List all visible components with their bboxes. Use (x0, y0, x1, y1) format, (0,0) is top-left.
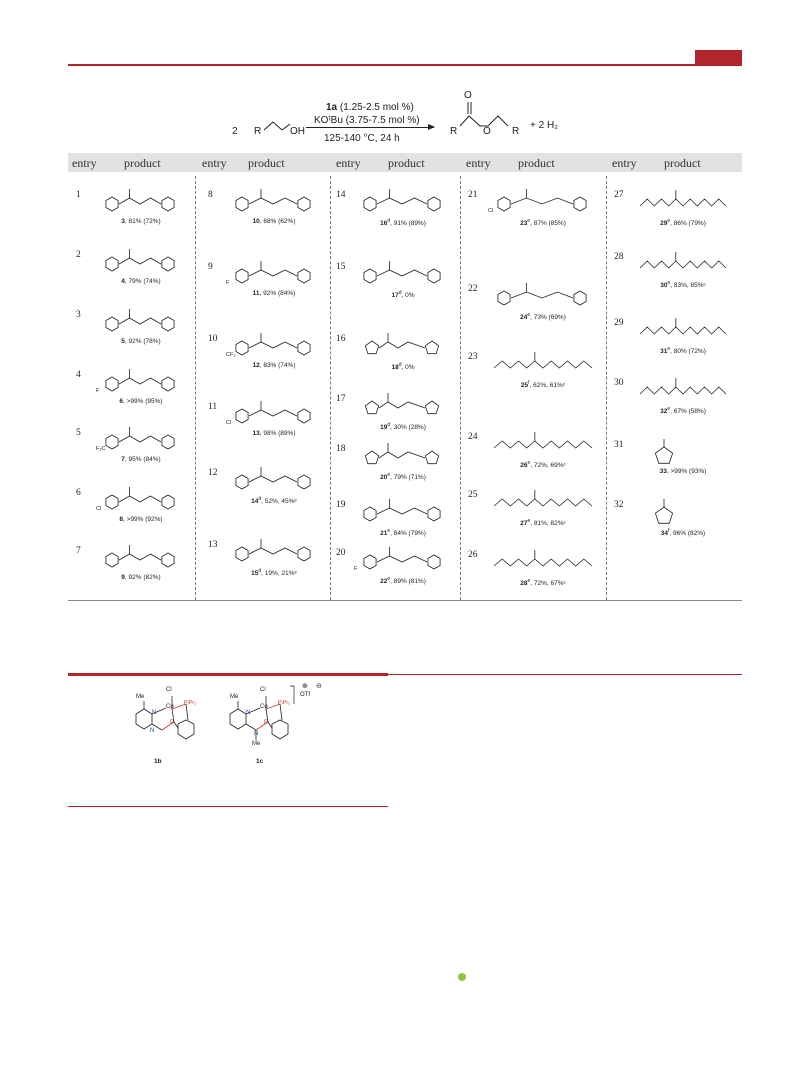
entry-yield-caption (96, 516, 186, 523)
entry-number: 25 (468, 490, 478, 500)
entry-number: 12 (208, 468, 218, 478)
entry-yield-caption (226, 496, 322, 505)
entry-yield-caption (96, 338, 186, 345)
product-skeleton (488, 428, 598, 458)
substituent-label: F (96, 388, 100, 394)
compound-footnote: d (258, 568, 262, 574)
scheme-byproduct: + 2 H₂ (530, 120, 559, 131)
compound-number: 14 (251, 498, 259, 506)
compound-number: 11 (252, 290, 260, 297)
complex-1c-phosphine: PᵢPr₂ (278, 700, 291, 706)
compound-yield: , 0% (401, 364, 415, 372)
product-structure (354, 186, 452, 216)
compound-footnote: d (387, 422, 391, 428)
entry-number: 15 (336, 262, 346, 272)
compound-number: 19 (380, 424, 388, 432)
entry-number: 27 (614, 190, 624, 200)
entry-yield-caption (354, 290, 452, 299)
product-skeleton (96, 424, 186, 454)
compound-yield: , 72%, 69%ᶜ (530, 462, 566, 470)
entry-number: 13 (208, 540, 218, 550)
header-entry-1: entry (72, 156, 97, 170)
compound-yield: , 92% (78%) (124, 338, 161, 345)
entry-yield-caption (634, 346, 732, 355)
entry-number: 4 (76, 370, 81, 380)
compound-number: 3 (121, 218, 125, 225)
compound-number: 17 (391, 292, 399, 300)
substituent-label: Cl (488, 208, 494, 214)
product-structure (634, 314, 732, 344)
product-structure (226, 186, 322, 216)
compound-footnote: e (527, 518, 531, 524)
product-structure (96, 186, 186, 216)
product-structure (354, 330, 452, 360)
entry-number: 7 (76, 546, 81, 556)
compound-footnote: e (527, 460, 531, 466)
bottom-rule (68, 806, 388, 807)
product-skeleton (96, 186, 186, 216)
compound-yield: , 92% (82%) (124, 574, 161, 581)
scheme-product-r2: R (512, 126, 520, 137)
compound-yield: , 67% (58%) (670, 408, 706, 416)
journal-header-accent (695, 50, 742, 64)
product-structure (354, 440, 452, 470)
scheme-reagent-line1: 1a (1.25-2.5 mol %) (326, 102, 414, 113)
product-skeleton (226, 398, 322, 428)
entry-number: 3 (76, 310, 81, 320)
entry-yield-caption (634, 218, 732, 227)
product-structure (488, 348, 598, 378)
scheme-product-r1: R (450, 126, 458, 137)
product-skeleton (354, 440, 452, 470)
reaction-scheme (214, 88, 584, 150)
entry-yield-caption (488, 380, 598, 389)
product-skeleton (354, 330, 452, 360)
complex-1b-chloride: Cl (166, 687, 172, 693)
entry-number: 22 (468, 284, 478, 294)
entry-number: 30 (614, 378, 624, 388)
product-structure (226, 398, 322, 428)
compound-yield: , 79% (74%) (124, 278, 161, 285)
header-product-2: product (248, 156, 285, 170)
entry-yield-caption (488, 312, 598, 321)
compound-footnote: f (528, 380, 530, 386)
complex-1b-label: 1b (154, 758, 162, 765)
column-divider (606, 176, 607, 600)
entry-number: 10 (208, 334, 218, 344)
entry-number: 26 (468, 550, 478, 560)
product-structure (226, 464, 322, 494)
compound-yield: , 95% (84%) (124, 456, 161, 463)
compound-yield: , 83% (74%) (259, 362, 296, 369)
complex-1c-chloride: Cl (260, 687, 266, 693)
compound-yield: , 81% (72%) (124, 218, 161, 225)
compound-footnote: e (667, 280, 671, 286)
column-divider (330, 176, 331, 600)
entry-yield-caption (96, 398, 186, 405)
product-structure (96, 246, 186, 276)
compound-number: 8 (119, 516, 124, 523)
compound-footnote: e (387, 472, 391, 478)
product-skeleton (96, 246, 186, 276)
compound-number: 7 (121, 456, 125, 463)
section-rule-red (68, 673, 388, 676)
section-rule-thin (388, 674, 742, 675)
compound-footnote: d (387, 218, 391, 224)
compound-yield: , 98% (89%) (259, 430, 296, 437)
entry-yield-caption (354, 472, 452, 481)
product-structure (488, 280, 598, 310)
product-structure (354, 496, 452, 526)
header-entry-2: entry (202, 156, 227, 170)
entry-number: 23 (468, 352, 478, 362)
entry-number: 6 (76, 488, 81, 498)
product-skeleton (226, 536, 322, 566)
substituent-label: Cl (226, 420, 232, 426)
compound-yield: , 19%, 21%ᵉ (261, 570, 297, 578)
column-divider (460, 176, 461, 600)
entry-yield-caption (226, 430, 322, 437)
compound-yield: , 52%, 45%ᵉ (261, 498, 297, 506)
substituent-label: CF₃ (226, 352, 236, 358)
compound-number: 4 (121, 278, 125, 285)
entry-number: 21 (468, 190, 478, 200)
table-bottom-rule (68, 600, 742, 601)
product-skeleton (634, 436, 732, 466)
entry-yield-caption (354, 218, 452, 227)
entry-yield-caption (226, 290, 322, 297)
entry-yield-caption (96, 574, 186, 581)
complex-1c-charge-plus: ⊕ (302, 683, 308, 690)
product-skeleton (634, 186, 732, 216)
complex-1b-phosphorus: P (170, 720, 175, 726)
complex-1c-metal: Co (260, 704, 268, 710)
compound-yield: , 79% (71%) (390, 474, 426, 482)
product-structure (96, 306, 186, 336)
product-structure (226, 258, 322, 288)
compound-yield: , 96% (82%) (669, 530, 706, 538)
entry-number: 17 (336, 394, 346, 404)
scheme-conditions: 125-140 °C, 24 h (324, 133, 400, 144)
product-skeleton (354, 390, 452, 420)
product-structure (634, 374, 732, 404)
compound-footnote: e (667, 346, 671, 352)
product-structure (488, 546, 598, 576)
header-product-1: product (124, 156, 161, 170)
header-entry-5: entry (612, 156, 637, 170)
compound-number: 24 (520, 314, 528, 322)
compound-footnote: e (667, 218, 671, 224)
compound-yield: , 81%, 82%ᶜ (530, 520, 566, 528)
compound-footnote: e (387, 528, 391, 534)
compound-number: 13 (252, 430, 260, 437)
entry-yield-caption (488, 518, 598, 527)
compound-number: 20 (380, 474, 388, 482)
journal-header-rule (68, 64, 742, 66)
complex-1c-n-methyl: Me (252, 741, 261, 747)
entry-yield-caption (488, 578, 598, 587)
entry-number: 1 (76, 190, 81, 200)
entry-number: 24 (468, 432, 478, 442)
product-skeleton (226, 258, 322, 288)
compound-yield: , 84% (79%) (390, 530, 426, 538)
compound-number: 29 (660, 220, 668, 228)
entry-yield-caption (96, 456, 186, 463)
compound-number: 9 (121, 574, 125, 581)
complex-1b-n-py: N (152, 710, 157, 716)
compound-yield: , 62%, 61%ᶜ (529, 382, 566, 390)
compound-number: 12 (252, 362, 260, 369)
compound-number: 23 (520, 220, 528, 228)
compound-yield: , 91% (89%) (390, 220, 426, 228)
scheme-substrate-oh: OH (290, 126, 305, 137)
entry-yield-caption (96, 218, 186, 225)
complex-1b-methyl: Me (136, 694, 145, 700)
complex-1b-n-link: N (150, 728, 155, 734)
scheme-reagent-line2: KOᵗBu (3.75-7.5 mol %) (314, 115, 420, 126)
compound-footnote: e (527, 218, 531, 224)
entry-number: 28 (614, 252, 624, 262)
entry-number: 32 (614, 500, 624, 510)
complex-1b-metal: Co (166, 704, 174, 710)
entry-yield-caption (354, 576, 452, 585)
compound-number: 5 (121, 338, 125, 345)
entry-yield-caption (226, 568, 322, 577)
compound-number: 33 (659, 468, 667, 475)
product-structure (634, 496, 732, 526)
entry-number: 20 (336, 548, 346, 558)
entry-number: 31 (614, 440, 624, 450)
compound-yield: , 73% (69%) (530, 314, 566, 322)
compound-footnote: e (527, 578, 531, 584)
compound-number: 25 (520, 382, 529, 390)
substituent-label: F (354, 566, 358, 572)
compound-number: 16 (380, 220, 388, 228)
entry-yield-caption (354, 528, 452, 537)
entry-yield-caption (354, 422, 452, 431)
complex-1b-phosphine: PᵢPr₂ (184, 700, 197, 706)
scheme-substrate-r: R (254, 126, 262, 137)
compound-footnote: d (258, 496, 262, 502)
product-structure (634, 248, 732, 278)
compound-yield: , 86% (79%) (670, 220, 706, 228)
entry-number: 11 (208, 402, 218, 412)
complex-1c-charge-minus: ⊖ (316, 683, 322, 690)
scheme-product-o-mid: O (483, 126, 491, 137)
compound-yield: , >99% (95%) (123, 398, 163, 405)
compound-number: 32 (660, 408, 668, 416)
product-skeleton (488, 186, 598, 216)
compound-number: 6 (119, 398, 124, 405)
entry-yield-caption (634, 406, 732, 415)
compound-yield: , 68% (62%) (259, 218, 296, 225)
product-structure (634, 186, 732, 216)
entry-yield-caption (226, 362, 322, 369)
compound-yield: , 0% (401, 292, 415, 300)
compound-yield: , 30% (28%) (390, 424, 426, 432)
header-product-5: product (664, 156, 701, 170)
complex-1c-n-py: N (246, 710, 251, 716)
entry-yield-caption (226, 218, 322, 225)
product-skeleton (634, 248, 732, 278)
compound-footnote: f (668, 528, 670, 534)
product-skeleton (96, 484, 186, 514)
product-structure (354, 390, 452, 420)
product-skeleton (488, 546, 598, 576)
product-skeleton (634, 374, 732, 404)
complex-1c-phosphorus: P (264, 720, 269, 726)
entry-number: 18 (336, 444, 346, 454)
product-skeleton (354, 186, 452, 216)
product-structure (488, 186, 598, 216)
column-divider (195, 176, 196, 600)
entry-yield-caption (634, 280, 732, 289)
entry-number: 9 (208, 262, 213, 272)
entry-yield-caption (634, 528, 732, 537)
compound-number: 34 (660, 530, 669, 538)
compound-number: 28 (520, 580, 528, 588)
entry-number: 29 (614, 318, 624, 328)
substituent-label: F (226, 280, 230, 286)
compound-number: 26 (520, 462, 528, 470)
product-structure (226, 330, 322, 360)
compound-number: 15 (251, 570, 259, 578)
compound-yield: , 92% (84%) (259, 290, 296, 297)
complex-1c-counterion: OTf (300, 692, 310, 698)
product-skeleton (634, 314, 732, 344)
compound-yield: , 87% (85%) (530, 220, 566, 228)
product-structure (96, 424, 186, 454)
product-structure (96, 542, 186, 572)
substituent-label: F₃C (96, 446, 106, 452)
product-skeleton (634, 496, 732, 526)
complex-1c-n-link: N (254, 731, 259, 737)
entry-number: 14 (336, 190, 346, 200)
product-structure (96, 484, 186, 514)
header-entry-3: entry (336, 156, 361, 170)
product-structure (488, 486, 598, 516)
complex-1c-structure (220, 684, 330, 758)
entry-number: 2 (76, 250, 81, 260)
product-skeleton (96, 542, 186, 572)
product-skeleton (354, 496, 452, 526)
entry-yield-caption (488, 460, 598, 469)
product-structure (226, 536, 322, 566)
scheme-coefficient: 2 (232, 126, 238, 137)
reaction-arrow (306, 127, 434, 128)
product-skeleton (488, 348, 598, 378)
product-structure (488, 428, 598, 458)
compound-number: 21 (380, 530, 388, 538)
compound-number: 30 (660, 282, 668, 290)
product-skeleton (226, 186, 322, 216)
journal-logo-icon (458, 973, 466, 981)
entry-number: 8 (208, 190, 213, 200)
compound-yield: , >99% (93%) (666, 468, 707, 475)
substituent-label: Cl (96, 506, 102, 512)
compound-yield: , 72%, 67%ᶜ (530, 580, 566, 588)
entry-yield-caption (96, 278, 186, 285)
entry-yield-caption (354, 362, 452, 371)
compound-footnote: d (398, 290, 402, 296)
compound-footnote: e (527, 312, 531, 318)
compound-number: 31 (660, 348, 668, 356)
product-structure (634, 436, 732, 466)
compound-footnote: e (387, 576, 391, 582)
scheme-product-o-top: O (464, 90, 472, 101)
product-skeleton (226, 464, 322, 494)
compound-yield: , 89% (81%) (390, 578, 426, 586)
complex-1c-methyl: Me (230, 694, 239, 700)
compound-footnote: d (398, 362, 402, 368)
compound-number: 18 (391, 364, 399, 372)
product-skeleton (226, 330, 322, 360)
product-structure (354, 258, 452, 288)
entry-yield-caption (488, 218, 598, 227)
compound-yield: , 80% (72%) (670, 348, 706, 356)
product-skeleton (96, 306, 186, 336)
compound-number: 22 (380, 578, 388, 586)
entry-number: 19 (336, 500, 346, 510)
product-structure (96, 366, 186, 396)
complex-1b-structure (126, 684, 216, 754)
product-skeleton (354, 544, 452, 574)
header-entry-4: entry (466, 156, 491, 170)
entry-yield-caption (634, 468, 732, 475)
entry-number: 5 (76, 428, 81, 438)
compound-yield: , >99% (92%) (123, 516, 163, 523)
complex-1c-label: 1c (256, 758, 264, 765)
compound-footnote: e (667, 406, 671, 412)
product-structure (354, 544, 452, 574)
product-skeleton (354, 258, 452, 288)
entry-number: 16 (336, 334, 346, 344)
product-skeleton (488, 280, 598, 310)
product-skeleton (96, 366, 186, 396)
product-skeleton (488, 486, 598, 516)
compound-number: 10 (252, 218, 260, 225)
header-product-4: product (518, 156, 555, 170)
header-product-3: product (388, 156, 425, 170)
compound-yield: , 83%, 85%ᶜ (670, 282, 706, 290)
compound-number: 27 (520, 520, 528, 528)
